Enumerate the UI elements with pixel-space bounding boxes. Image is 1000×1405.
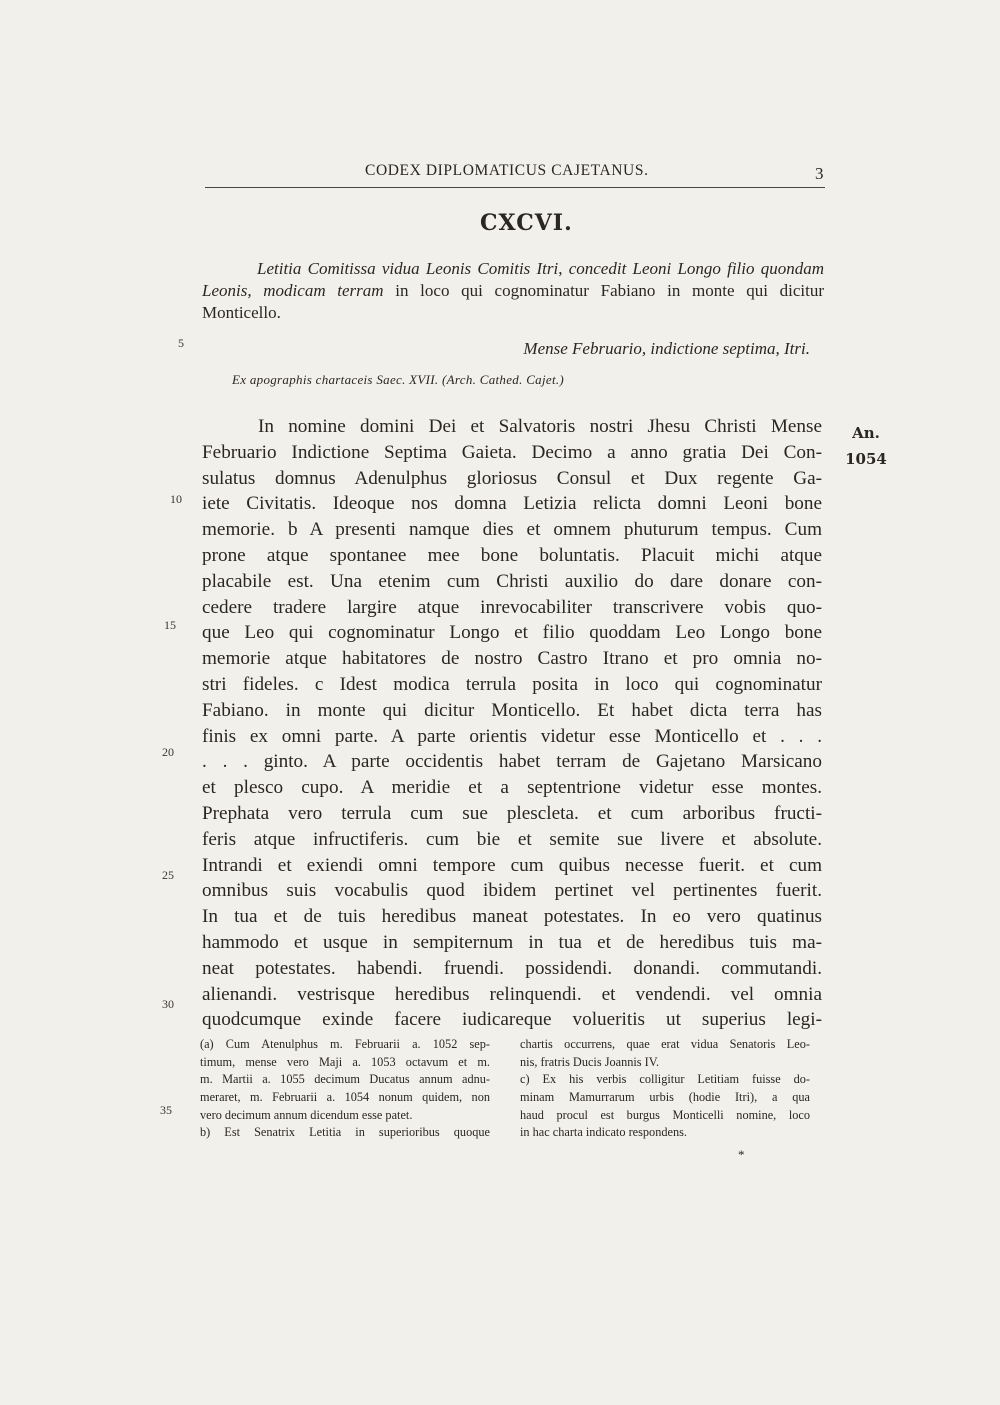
- summary-part-2: ,: [558, 259, 569, 278]
- text-line: alienandi. vestrisque heredibus relinquendi. et vendendi. vel omnia: [202, 983, 822, 1005]
- date-line: Mense Februario, indictione septima, Itri.: [523, 339, 810, 358]
- text-line: placabile est. Una etenim cum Christi auxilio do dare donare con-: [202, 570, 822, 592]
- header-rule: [205, 187, 825, 188]
- text-line: hammodo et usque in sempiternum in tua et de heredibus tuis ma-: [202, 931, 822, 953]
- text-line: In nomine domini Dei et Salvatoris nostri Jhesu Christi Mense: [258, 416, 822, 437]
- document-summary: [202, 258, 824, 324]
- text-line: cedere tradere largire atque inrevocabiliter transcrivere vobis quo-: [202, 596, 822, 618]
- line-number: 5: [178, 336, 184, 350]
- footnote-line: b) Est Senatrix Letitia in superioribus quoque: [200, 1125, 490, 1140]
- text-line: memorie. b A presenti namque dies et omnem phuturum tempus. Cum: [202, 519, 822, 541]
- margin-year: [836, 420, 896, 472]
- text-line: quodcumque exinde facere iudicareque volueritis ut superius legi-: [202, 1009, 822, 1031]
- summary-part-3: concedit Leoni Longo filio quondam Leonis, modicam terram: [202, 259, 825, 300]
- footnote-line: haud procul est burgus Monticelli nomine, loco: [520, 1107, 810, 1122]
- footnote-line: c) Ex his verbis colligitur Letitiam fuisse do-: [520, 1072, 810, 1087]
- summary-part-4: in loco qui cognominatur Fabiano in monte qui dicitur Monticello.: [202, 281, 824, 322]
- line-number: 10: [170, 492, 182, 506]
- footnotes-right-column: [520, 1036, 810, 1142]
- text-line: finis ex omni parte. A parte orientis videtur esse Monticello et . . .: [202, 725, 822, 747]
- text-line: Fabiano. in monte qui dicitur Monticello. Et habet dicta terra has: [202, 699, 822, 721]
- text-line: Intrandi et exiendi omni tempore cum quibus necesse fuerit. et cum: [202, 854, 822, 876]
- footnote-line: nis, fratris Ducis Joannis IV.: [520, 1054, 660, 1069]
- text-line: que Leo qui cognominatur Longo et filio quoddam Leo Longo bone: [202, 622, 822, 644]
- text-line: omnibus suis vocabulis quod ibidem pertinet vel pertinentes fuerit.: [202, 880, 822, 902]
- page-number: 3: [815, 164, 825, 183]
- line-number: 35: [160, 1103, 172, 1117]
- line-number: 30: [162, 997, 174, 1011]
- footnote-line: chartis occurrens, quae erat vidua Senatoris Leo-: [520, 1037, 810, 1051]
- margin-year-value: 1054: [845, 450, 887, 468]
- text-line: prone atque spontanee mee bone boluntatis. Placuit michi atque: [202, 544, 822, 566]
- text-line: stri fideles. c Idest modica terrula posita in loco qui cognominatur: [202, 673, 822, 695]
- source-line: Ex apographis chartaceis Saec. XVII. (Arch. Cathed. Cajet.): [232, 372, 565, 387]
- margin-year-label: An.: [852, 424, 880, 442]
- summary-part-1: Letitia Comitissa vidua Leonis Comitis Itri: [257, 259, 559, 278]
- document-number: CXCVI.: [480, 210, 573, 236]
- charter-text: [202, 414, 822, 1033]
- line-number: 15: [164, 618, 176, 632]
- text-line: et plesco cupo. A meridie et a septentrione videtur esse montes.: [202, 777, 822, 799]
- footnote-line: meraret, m. Februarii a. 1054 nonum quidem, non: [200, 1090, 490, 1105]
- text-line: Prephata vero terrula cum sue plescleta. et cum arboribus fructi-: [202, 802, 822, 824]
- footnote-line: in hac charta indicato respondens.: [520, 1125, 687, 1140]
- text-line: memorie atque habitatores de nostro Castro Itrano et pro omnia no-: [202, 648, 822, 670]
- text-line: feris atque infructiferis. cum bie et semite sue livere et absolute.: [202, 828, 822, 850]
- footnote-line: timum, mense vero Maji a. 1053 octavum et m.: [200, 1054, 490, 1069]
- footnote-line: vero decimum annum dicendum esse patet.: [200, 1107, 413, 1122]
- line-number: 20: [162, 745, 174, 759]
- text-line: sulatus domnus Adenulphus gloriosus Consul et Dux regente Ga-: [202, 467, 822, 489]
- footnotes-left-column: [200, 1036, 490, 1142]
- footnote-line: m. Martii a. 1055 decimum Ducatus annum adnu-: [200, 1072, 490, 1087]
- text-line: iete Civitatis. Ideoque nos domna Letizia relicta domni Leoni bone: [202, 493, 822, 515]
- text-line: Februario Indictione Septima Gaieta. Decimo a anno gratia Dei Con-: [202, 441, 822, 463]
- line-number: 25: [162, 868, 174, 882]
- text-line: neat potestates. habendi. fruendi. possidendi. donandi. commutandi.: [202, 957, 822, 979]
- running-title: CODEX DIPLOMATICUS CAJETANUS.: [365, 162, 649, 179]
- footnote-line: (a) Cum Atenulphus m. Februarii a. 1052 sep-: [200, 1037, 490, 1051]
- asterisk-mark: *: [738, 1147, 745, 1162]
- text-line: In tua et de tuis heredibus maneat potestates. In eo vero quatinus: [202, 906, 822, 928]
- text-line: . . . ginto. A parte occidentis habet terram de Gajetano Marsicano: [202, 751, 822, 773]
- footnote-line: minam Mamurrarum urbis (hodie Itri), a qua: [520, 1090, 810, 1105]
